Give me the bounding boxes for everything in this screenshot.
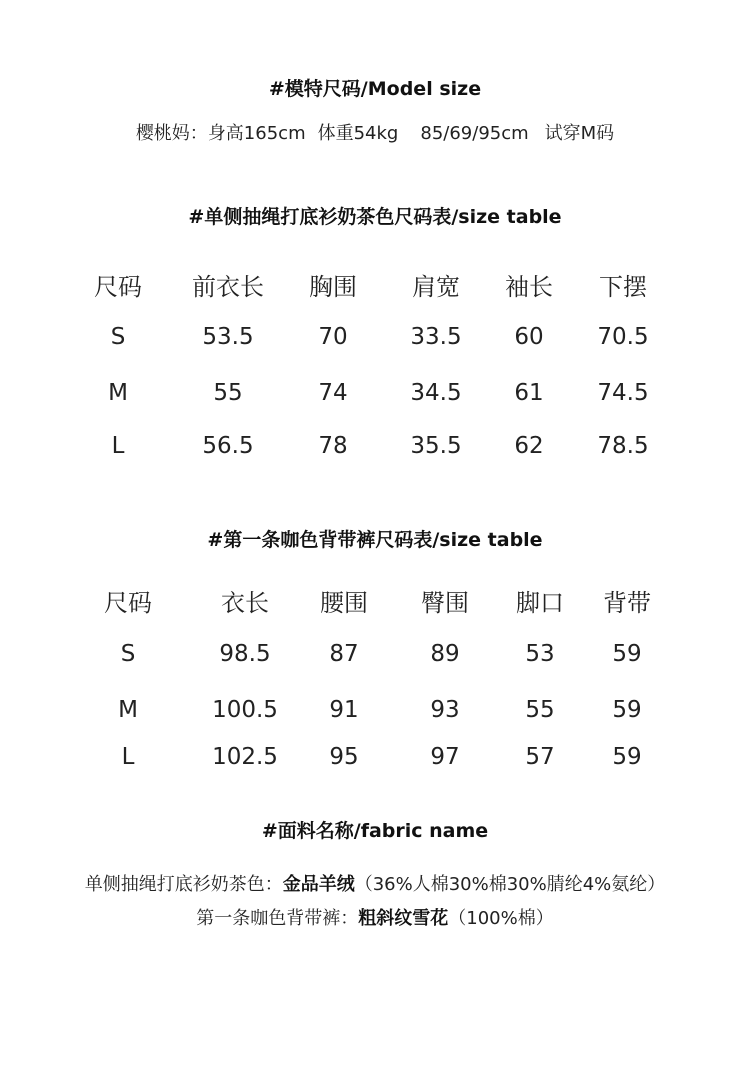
table-cell: 95 bbox=[329, 744, 359, 770]
fabric-top-detail: （36%人棉30%棉30%腈纶4%氨纶） bbox=[354, 874, 666, 895]
table-cell: 87 bbox=[329, 641, 359, 667]
table-cell: 97 bbox=[430, 744, 460, 770]
fabric-heading: #面料名称/fabric name bbox=[261, 820, 489, 842]
pants-size-table bbox=[0, 591, 750, 791]
table-cell: 33.5 bbox=[410, 324, 462, 350]
table-cell: 55 bbox=[213, 380, 243, 406]
model-weight: 体重54kg bbox=[317, 123, 399, 144]
table-header-cell: 袖长 bbox=[505, 273, 553, 301]
table-cell: 56.5 bbox=[202, 433, 254, 459]
table-cell: 93 bbox=[430, 697, 460, 723]
table-cell: 91 bbox=[329, 697, 359, 723]
model-name: 樱桃妈： bbox=[135, 123, 208, 144]
table-cell: 70.5 bbox=[597, 324, 649, 350]
top-size-table bbox=[0, 275, 750, 475]
table-cell: 59 bbox=[612, 697, 642, 723]
table-cell: 35.5 bbox=[410, 433, 462, 459]
table-cell: 59 bbox=[612, 641, 642, 667]
table-cell: 74.5 bbox=[597, 380, 649, 406]
table-header-cell: 尺码 bbox=[104, 589, 152, 617]
table-header-cell: 脚口 bbox=[516, 589, 564, 617]
fabric-line-pants bbox=[0, 904, 750, 930]
fabric-pants-label: 第一条咖色背带裤： bbox=[196, 908, 359, 929]
table-cell: 100.5 bbox=[212, 697, 278, 723]
table-cell: 78 bbox=[318, 433, 348, 459]
fabric-top-label: 单侧抽绳打底衫奶茶色： bbox=[84, 874, 283, 895]
fabric-line-top bbox=[0, 870, 750, 896]
table-cell: 74 bbox=[318, 380, 348, 406]
table-cell: 59 bbox=[612, 744, 642, 770]
table-cell: 102.5 bbox=[212, 744, 278, 770]
table-header-cell: 衣长 bbox=[221, 589, 269, 617]
fabric-pants-detail: （100%棉） bbox=[448, 908, 554, 929]
table-header-cell: 胸围 bbox=[309, 273, 357, 301]
table-cell: 53.5 bbox=[202, 324, 254, 350]
table-cell: S bbox=[120, 641, 136, 667]
table-header-cell: 臀围 bbox=[421, 589, 469, 617]
table-cell: 89 bbox=[430, 641, 460, 667]
table-cell: 53 bbox=[525, 641, 555, 667]
table-cell: L bbox=[121, 744, 135, 770]
model-tried-size: 试穿M码 bbox=[544, 123, 615, 144]
model-size-heading: #模特尺码/Model size bbox=[268, 78, 482, 100]
table-header-cell: 前衣长 bbox=[192, 273, 264, 301]
model-info-line bbox=[0, 119, 750, 145]
table-cell: 57 bbox=[525, 744, 555, 770]
table-cell: M bbox=[118, 697, 138, 723]
table-cell: S bbox=[110, 324, 126, 350]
fabric-pants-name: 粗斜纹雪花 bbox=[358, 908, 449, 929]
table-cell: M bbox=[108, 380, 128, 406]
table-cell: 60 bbox=[514, 324, 544, 350]
table-header-cell: 尺码 bbox=[94, 273, 142, 301]
model-measurements: 85/69/95cm bbox=[420, 123, 529, 144]
table-cell: 78.5 bbox=[597, 433, 649, 459]
top-table-heading: #单侧抽绳打底衫奶茶色尺码表/size table bbox=[188, 206, 562, 228]
table-cell: L bbox=[111, 433, 125, 459]
table-header-cell: 背带 bbox=[603, 589, 651, 617]
fabric-top-name: 金品羊绒 bbox=[282, 874, 355, 895]
table-header-cell: 腰围 bbox=[320, 589, 368, 617]
model-height: 身高165cm bbox=[207, 123, 306, 144]
table-cell: 34.5 bbox=[410, 380, 462, 406]
table-header-cell: 下摆 bbox=[599, 273, 647, 301]
table-cell: 55 bbox=[525, 697, 555, 723]
table-cell: 61 bbox=[514, 380, 544, 406]
table-cell: 98.5 bbox=[219, 641, 271, 667]
table-cell: 62 bbox=[514, 433, 544, 459]
table-cell: 70 bbox=[318, 324, 348, 350]
pants-table-heading: #第一条咖色背带裤尺码表/size table bbox=[207, 529, 543, 551]
table-header-cell: 肩宽 bbox=[412, 273, 460, 301]
